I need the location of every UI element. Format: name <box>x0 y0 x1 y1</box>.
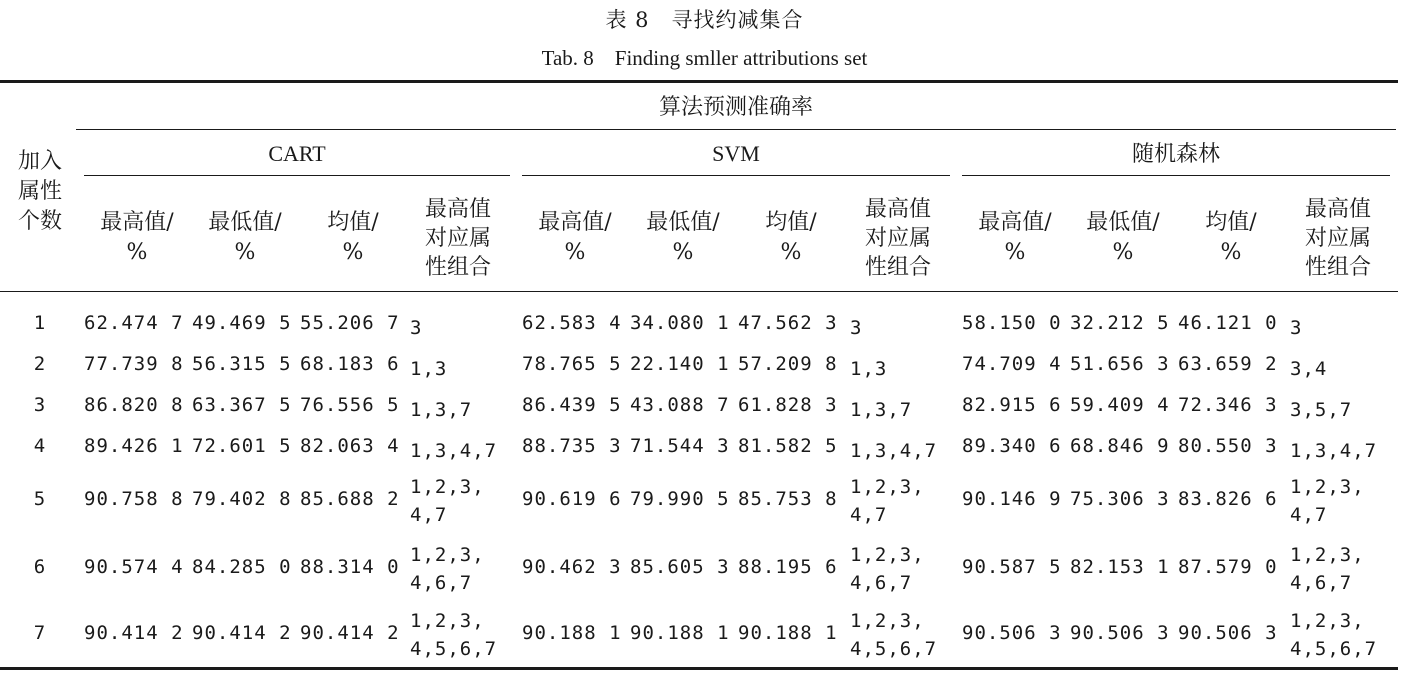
cart-rule <box>84 175 510 176</box>
cell-cart-1: 84.285 0 <box>192 556 292 578</box>
rf-rule <box>962 175 1390 176</box>
cell-rf-2: 83.826 6 <box>1178 488 1278 510</box>
cell-rf-0: 74.709 4 <box>962 352 1062 375</box>
cell-rf-2: 63.659 2 <box>1178 352 1278 375</box>
subheader-1-0: 最高值/ % <box>538 210 612 265</box>
header-bottom-rule <box>0 291 1398 292</box>
subheader-2-0: 最高值/ % <box>978 210 1052 265</box>
cell-svm-0: 88.735 3 <box>522 434 622 457</box>
row-count-header: 加入 属性 个数 <box>17 149 62 234</box>
cell-cart-0: 90.414 2 <box>84 622 184 644</box>
cell-svm-2: 61.828 3 <box>738 393 838 416</box>
cell-svm-1: 22.140 1 <box>630 352 730 375</box>
cell-rf-0: 90.146 9 <box>962 488 1062 510</box>
group-title: 算法预测准确率 <box>658 95 813 120</box>
cell-svm-combo: 3 <box>850 316 863 339</box>
bottom-rule <box>0 667 1398 670</box>
subheader-1-1: 最低值/ % <box>646 210 720 265</box>
cell-cart-0: 86.820 8 <box>84 393 184 416</box>
cell-svm-0: 86.439 5 <box>522 393 622 416</box>
cell-svm-combo: 1,3,4,7 <box>850 439 938 462</box>
cell-svm-1: 85.605 3 <box>630 556 730 578</box>
subheader-2-3: 最高值 对应属 性组合 <box>1304 197 1371 280</box>
cell-svm-2: 47.562 3 <box>738 311 838 334</box>
cell-svm-combo: 1,2,3, 4,6,7 <box>850 544 925 594</box>
cell-cart-1: 79.402 8 <box>192 488 292 510</box>
cell-cart-2: 76.556 5 <box>300 393 400 416</box>
row-count: 3 <box>33 393 47 416</box>
cell-rf-combo: 3,5,7 <box>1290 398 1353 421</box>
cell-svm-combo: 1,2,3, 4,7 <box>850 476 925 526</box>
subheader-0-1: 最低值/ % <box>208 210 282 265</box>
cell-cart-combo: 1,3,7 <box>410 398 473 421</box>
cell-svm-combo: 1,2,3, 4,5,6,7 <box>850 610 938 660</box>
row-count: 1 <box>33 311 47 334</box>
cell-svm-combo: 1,3,7 <box>850 398 913 421</box>
cell-svm-1: 79.990 5 <box>630 488 730 510</box>
cell-cart-0: 77.739 8 <box>84 352 184 375</box>
group-rule <box>76 129 1396 130</box>
cell-cart-0: 90.758 8 <box>84 488 184 510</box>
algorithm-header-0: CART <box>268 141 326 166</box>
cell-rf-1: 82.153 1 <box>1070 556 1170 578</box>
subheader-2-2: 均值/ % <box>1205 210 1257 265</box>
cell-cart-1: 56.315 5 <box>192 352 292 375</box>
subheader-0-2: 均值/ % <box>327 210 379 265</box>
cell-svm-1: 71.544 3 <box>630 434 730 457</box>
cell-cart-combo: 1,3 <box>410 357 448 380</box>
table-caption-en: Tab. 8 Finding smller attributions set <box>541 46 868 70</box>
cell-svm-2: 85.753 8 <box>738 488 838 510</box>
cell-rf-2: 80.550 3 <box>1178 434 1278 457</box>
cell-svm-0: 78.765 5 <box>522 352 622 375</box>
cell-svm-combo: 1,3 <box>850 357 888 380</box>
cell-cart-2: 82.063 4 <box>300 434 400 457</box>
cell-rf-0: 82.915 6 <box>962 393 1062 416</box>
cell-svm-2: 88.195 6 <box>738 556 838 578</box>
cell-rf-2: 72.346 3 <box>1178 393 1278 416</box>
cell-cart-0: 62.474 7 <box>84 311 184 334</box>
cell-svm-0: 62.583 4 <box>522 311 622 334</box>
cell-svm-2: 90.188 1 <box>738 622 838 644</box>
cell-svm-0: 90.462 3 <box>522 556 622 578</box>
cell-rf-2: 90.506 3 <box>1178 622 1278 644</box>
row-count: 6 <box>33 556 47 578</box>
cell-rf-1: 68.846 9 <box>1070 434 1170 457</box>
cell-cart-1: 90.414 2 <box>192 622 292 644</box>
top-rule <box>0 80 1398 83</box>
cell-cart-2: 88.314 0 <box>300 556 400 578</box>
cell-rf-combo: 1,2,3, 4,6,7 <box>1290 544 1365 594</box>
cell-rf-0: 58.150 0 <box>962 311 1062 334</box>
cell-rf-combo: 3,4 <box>1290 357 1328 380</box>
cell-cart-1: 63.367 5 <box>192 393 292 416</box>
cell-cart-2: 85.688 2 <box>300 488 400 510</box>
cell-svm-1: 43.088 7 <box>630 393 730 416</box>
row-count: 2 <box>33 352 47 375</box>
row-count: 4 <box>33 434 47 457</box>
subheader-1-3: 最高值 对应属 性组合 <box>864 197 931 280</box>
cell-cart-2: 68.183 6 <box>300 352 400 375</box>
cell-rf-1: 75.306 3 <box>1070 488 1170 510</box>
cell-cart-combo: 1,2,3, 4,5,6,7 <box>410 610 498 660</box>
row-count: 5 <box>33 488 47 510</box>
cell-svm-2: 57.209 8 <box>738 352 838 375</box>
algorithm-header-1: SVM <box>712 141 760 166</box>
cell-svm-1: 34.080 1 <box>630 311 730 334</box>
table-caption-cn: 表 8 寻找约减集合 <box>605 8 804 32</box>
cell-svm-0: 90.619 6 <box>522 488 622 510</box>
row-count: 7 <box>33 622 47 644</box>
cell-rf-2: 87.579 0 <box>1178 556 1278 578</box>
cell-rf-1: 32.212 5 <box>1070 311 1170 334</box>
cell-cart-0: 89.426 1 <box>84 434 184 457</box>
cell-rf-combo: 1,2,3, 4,7 <box>1290 476 1365 526</box>
cell-svm-0: 90.188 1 <box>522 622 622 644</box>
cell-rf-0: 90.587 5 <box>962 556 1062 578</box>
cell-cart-1: 49.469 5 <box>192 311 292 334</box>
cell-rf-combo: 1,3,4,7 <box>1290 439 1378 462</box>
cell-cart-combo: 1,2,3, 4,6,7 <box>410 544 485 594</box>
algorithm-header-2: 随机森林 <box>1131 141 1220 166</box>
cell-cart-2: 90.414 2 <box>300 622 400 644</box>
cell-rf-0: 90.506 3 <box>962 622 1062 644</box>
cell-rf-1: 90.506 3 <box>1070 622 1170 644</box>
svm-rule <box>522 175 950 176</box>
subheader-2-1: 最低值/ % <box>1086 210 1160 265</box>
cell-cart-combo: 1,2,3, 4,7 <box>410 476 485 526</box>
cell-rf-combo: 1,2,3, 4,5,6,7 <box>1290 610 1378 660</box>
subheader-1-2: 均值/ % <box>765 210 817 265</box>
cell-rf-0: 89.340 6 <box>962 434 1062 457</box>
cell-rf-1: 51.656 3 <box>1070 352 1170 375</box>
cell-cart-2: 55.206 7 <box>300 311 400 334</box>
cell-rf-2: 46.121 0 <box>1178 311 1278 334</box>
cell-svm-2: 81.582 5 <box>738 434 838 457</box>
cell-rf-1: 59.409 4 <box>1070 393 1170 416</box>
cell-cart-1: 72.601 5 <box>192 434 292 457</box>
cell-rf-combo: 3 <box>1290 316 1303 339</box>
cell-cart-combo: 3 <box>410 316 423 339</box>
cell-svm-1: 90.188 1 <box>630 622 730 644</box>
subheader-0-0: 最高值/ % <box>100 210 174 265</box>
cell-cart-combo: 1,3,4,7 <box>410 439 498 462</box>
subheader-0-3: 最高值 对应属 性组合 <box>424 197 491 280</box>
cell-cart-0: 90.574 4 <box>84 556 184 578</box>
